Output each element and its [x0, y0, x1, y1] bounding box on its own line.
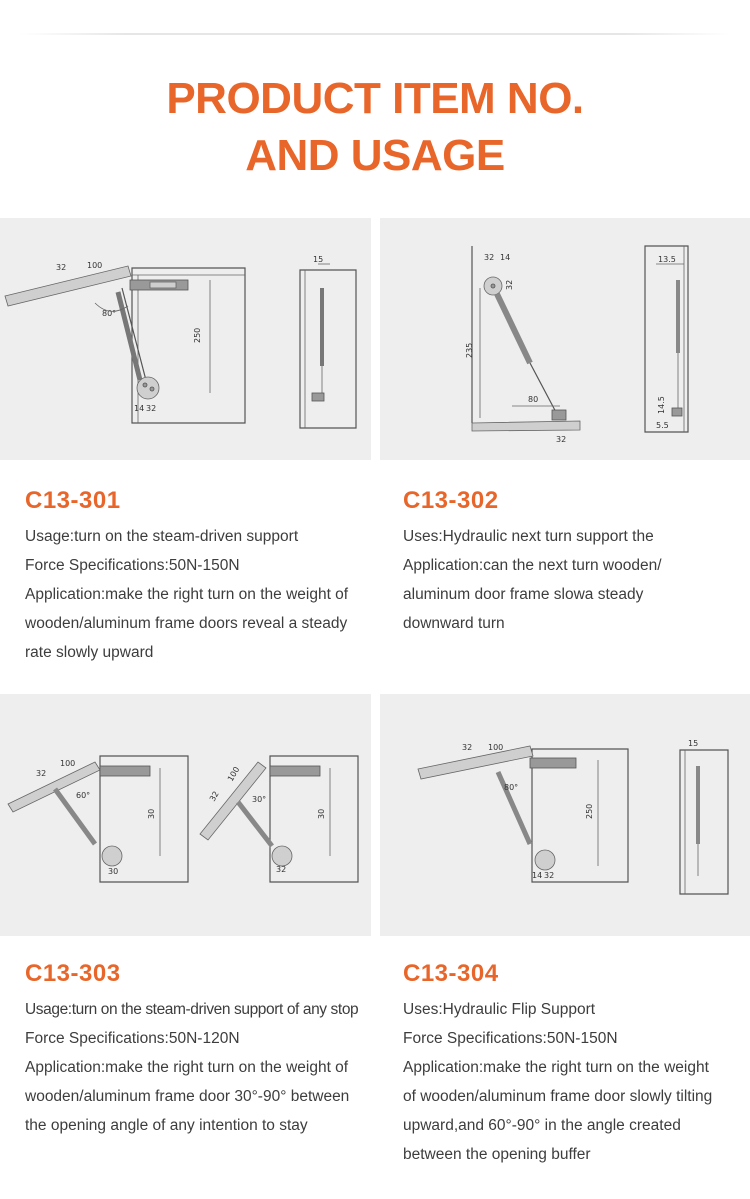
- description-line: between the opening buffer: [403, 1146, 591, 1163]
- svg-text:100: 100: [60, 759, 76, 768]
- product-code-c13-301: C13-301: [25, 487, 121, 514]
- svg-text:30: 30: [317, 808, 326, 819]
- svg-text:32: 32: [56, 263, 67, 272]
- svg-text:80°: 80°: [102, 309, 117, 318]
- description-line: Usage:turn on the steam-driven support: [25, 528, 299, 545]
- description-line: Application:make the right turn on the weight of: [25, 586, 349, 603]
- product-code-c13-304: C13-304: [403, 960, 499, 987]
- svg-text:32: 32: [544, 871, 555, 880]
- svg-text:14: 14: [134, 404, 145, 413]
- description-line: Force Specifications:50N-120N: [25, 1030, 240, 1047]
- product-code-c13-303: C13-303: [25, 960, 121, 987]
- description-line: Uses:Hydraulic Flip Support: [403, 1001, 596, 1018]
- description-line: wooden/aluminum frame doors reveal a steady: [25, 615, 348, 632]
- svg-text:100: 100: [225, 765, 242, 783]
- svg-text:100: 100: [488, 743, 504, 752]
- svg-text:30: 30: [147, 808, 156, 819]
- description-line: downward turn: [403, 615, 505, 632]
- description-line: Application:can the next turn wooden/: [403, 557, 662, 574]
- description-line: Application:make the right turn on the weight of: [25, 1059, 349, 1076]
- description-line: Force Specifications:50N-150N: [403, 1030, 618, 1047]
- description-line: Force Specifications:50N-150N: [25, 557, 240, 574]
- description-line: of wooden/aluminum frame door slowly tilting: [403, 1088, 713, 1105]
- svg-text:235: 235: [465, 342, 474, 358]
- svg-text:80°: 80°: [504, 783, 519, 792]
- page-title-line-2: AND USAGE: [245, 131, 505, 180]
- svg-text:32: 32: [484, 253, 495, 262]
- svg-text:14: 14: [500, 253, 511, 262]
- svg-text:32: 32: [36, 769, 47, 778]
- svg-text:30: 30: [108, 867, 119, 876]
- page-title-line-1: PRODUCT ITEM NO.: [166, 74, 584, 123]
- product-description-c13-304: [403, 995, 748, 1169]
- svg-text:80: 80: [528, 395, 539, 404]
- svg-text:32: 32: [462, 743, 473, 752]
- product-diagram-c13-303: [0, 694, 371, 936]
- svg-text:60°: 60°: [76, 791, 91, 800]
- svg-text:32: 32: [207, 789, 221, 803]
- svg-text:32: 32: [505, 279, 514, 290]
- svg-text:32: 32: [276, 865, 287, 874]
- description-line: rate slowly upward: [25, 644, 154, 661]
- svg-text:32: 32: [556, 435, 567, 444]
- svg-text:15: 15: [313, 255, 324, 264]
- description-line: upward,and 60°-90° in the angle created: [403, 1117, 681, 1134]
- top-divider: [20, 33, 730, 35]
- svg-text:32: 32: [146, 404, 157, 413]
- product-diagram-c13-301: [0, 218, 371, 460]
- product-description-c13-302: [403, 522, 748, 638]
- product-description-c13-303: [25, 995, 370, 1140]
- description-line: wooden/aluminum frame door 30°-90° between: [25, 1088, 350, 1105]
- product-description-c13-301: [25, 522, 370, 667]
- description-line: Application:make the right turn on the weight: [403, 1059, 709, 1076]
- svg-text:5.5: 5.5: [656, 421, 669, 430]
- description-line: Uses:Hydraulic next turn support the: [403, 528, 654, 545]
- description-line: the opening angle of any intention to stay: [25, 1117, 308, 1134]
- svg-text:14: 14: [532, 871, 543, 880]
- svg-text:13.5: 13.5: [658, 255, 676, 264]
- svg-text:30°: 30°: [252, 795, 267, 804]
- product-code-c13-302: C13-302: [403, 487, 499, 514]
- svg-text:250: 250: [193, 327, 202, 343]
- product-diagram-c13-304: [380, 694, 750, 936]
- svg-text:15: 15: [688, 739, 699, 748]
- svg-text:250: 250: [585, 803, 594, 819]
- description-line: aluminum door frame slowa steady: [403, 586, 644, 603]
- product-diagram-c13-302: [380, 218, 750, 460]
- svg-text:14.5: 14.5: [657, 396, 666, 414]
- svg-text:100: 100: [87, 261, 103, 270]
- description-line: Usage:turn on the steam-driven support of any stop: [25, 1001, 359, 1018]
